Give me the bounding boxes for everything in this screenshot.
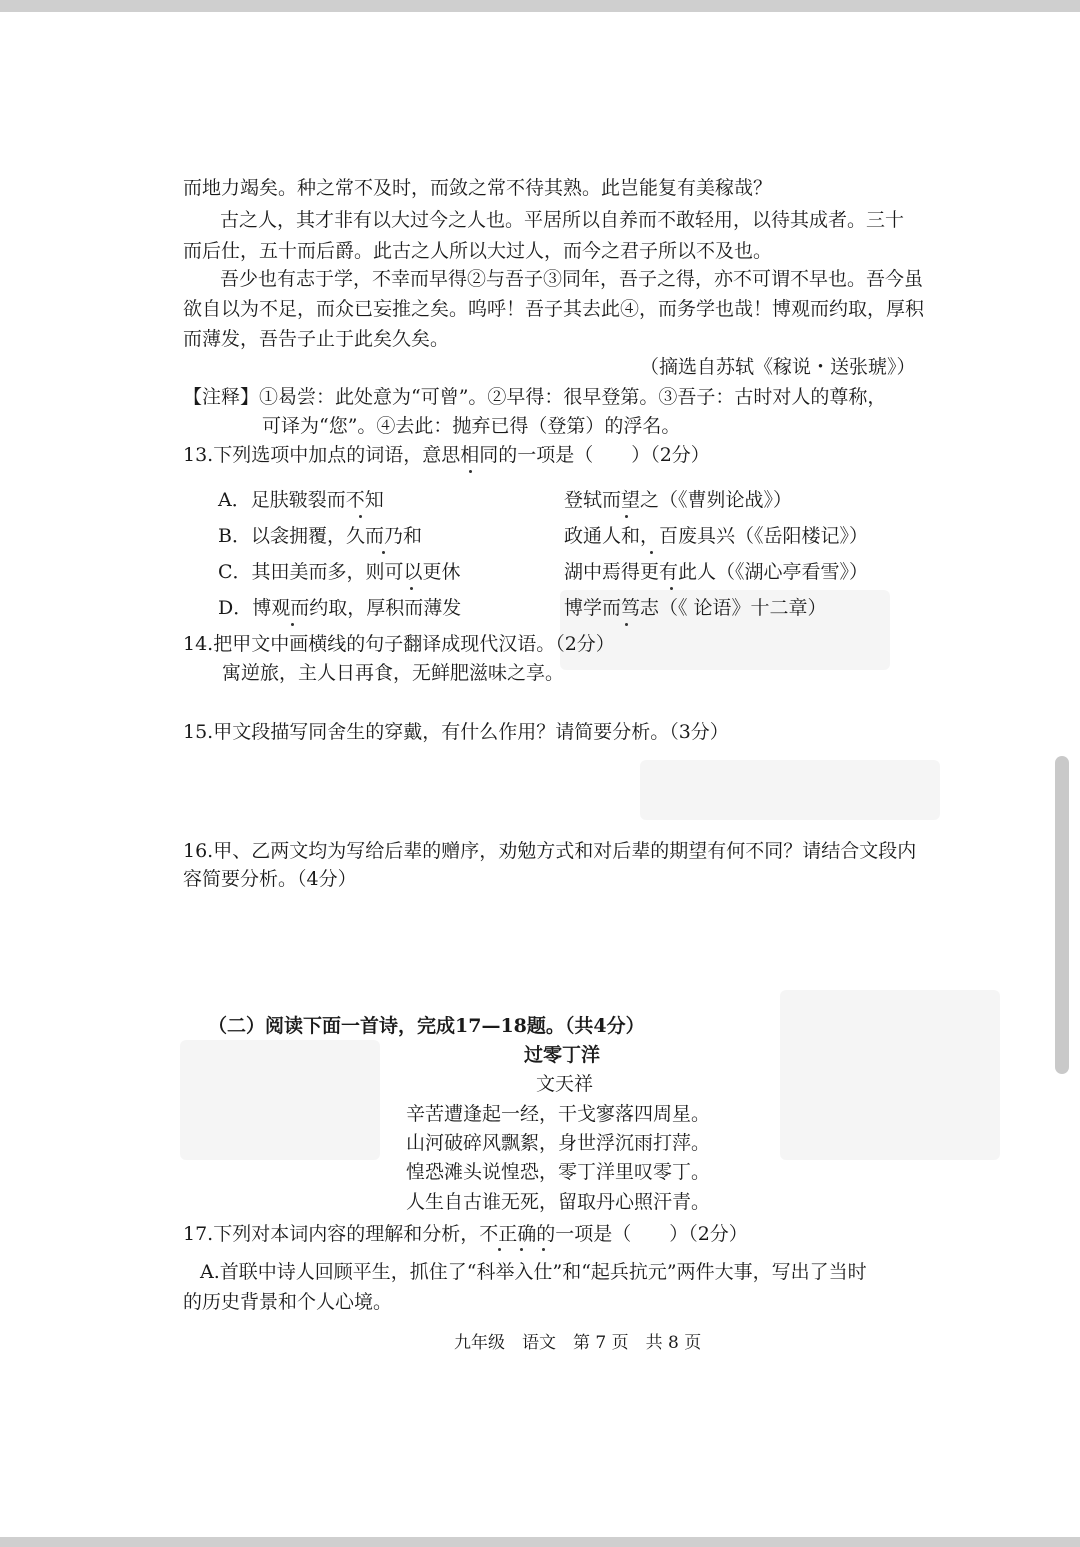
poem-line: 辛苦遭逢起一经，干戈寥落四周星。 (406, 1103, 711, 1125)
emphasis-dot (359, 515, 362, 518)
passage-line: 吾少也有志于学，不幸而早得②与吾子③同年，吾子之得，亦不可谓不早也。吾今虽 (220, 268, 924, 290)
poem-line: 人生自古谁无死，留取丹心照汗青。 (406, 1191, 711, 1213)
passage-source: （摘选自苏轼《稼说・送张琥》） (640, 356, 916, 378)
emphasis-dot (520, 1248, 523, 1251)
question-15-stem: 15.甲文段描写同舍生的穿戴，有什么作用？请简要分析。（3分） (183, 721, 729, 743)
emphasis-dot (542, 1248, 545, 1251)
q17-option-a: A.首联中诗人回顾平生，抓住了“科举入仕”和“起兵抗元”两件大事，写出了当时 (200, 1261, 867, 1283)
poem-title: 过零丁洋 (524, 1044, 601, 1066)
poem-line: 惶恐滩头说惶恐，零丁洋里叹零丁。 (406, 1161, 711, 1183)
passage-line: 而薄发，吾告子止于此矣久矣。 (183, 328, 450, 350)
q13-option-c-right: 湖中焉得更有此人（《湖心亭看雪》） (564, 561, 869, 583)
q17-option-a-cont: 的历史背景和个人心境。 (183, 1291, 393, 1313)
section-2-heading: （二）阅读下面一首诗，完成17—18题。（共4分） (208, 1015, 645, 1037)
emphasis-dot (469, 470, 472, 473)
emphasis-dot (410, 587, 413, 590)
emphasis-dot (670, 587, 673, 590)
poem-line: 山河破碎风飘絮，身世浮沉雨打萍。 (406, 1132, 711, 1154)
question-13-stem: 13.下列选项中加点的词语，意思相同的一项是（ ）（2分） (183, 444, 710, 466)
passage-line: 而地力竭矣。种之常不及时，而敛之常不待其熟。此岂能复有美稼哉？ (183, 177, 773, 199)
q14-sentence: 寓逆旅，主人日再食，无鲜肥滋味之享。 (222, 662, 565, 684)
emphasis-dot (625, 515, 628, 518)
question-16-stem: 16.甲、乙两文均为写给后辈的赠序，劝勉方式和对后辈的期望有何不同？请结合文段内 (183, 840, 917, 862)
question-14-stem: 14.把甲文中画横线的句子翻译成现代汉语。（2分） (183, 633, 615, 655)
emphasis-dot (625, 623, 628, 626)
bleed-through-mark (780, 990, 1000, 1160)
bleed-through-mark (640, 760, 940, 820)
bleed-through-mark (180, 1040, 380, 1160)
q13-option-a-left: A．足肤皲裂而不知 (218, 489, 384, 511)
q13-option-a-right: 登轼而望之（《曹刿论战》） (564, 489, 793, 511)
emphasis-dot (498, 1248, 501, 1251)
passage-line: 而后仕，五十而后爵。此古之人所以大过人，而今之君子所以不及也。 (183, 240, 773, 262)
q13-option-d-left: D．博观而约取，厚积而薄发 (218, 597, 462, 619)
question-17-stem: 17.下列对本词内容的理解和分析，不正确的一项是（ ）（2分） (183, 1223, 748, 1245)
q13-option-d-right: 博学而笃志（《 论语》十二章） (564, 597, 827, 619)
q13-option-c-left: C．其田美而多，则可以更休 (218, 561, 461, 583)
page-footer: 九年级 语文 第 7 页 共 8 页 (454, 1333, 702, 1353)
q13-option-b-left: B．以衾拥覆，久而乃和 (218, 525, 422, 547)
poem-author: 文天祥 (536, 1073, 594, 1095)
passage-line: 古之人，其才非有以大过今之人也。平居所以自养而不敢轻用，以待其成者。三十 (220, 209, 905, 231)
q13-option-b-right: 政通人和，百废具兴（《岳阳楼记》） (564, 525, 869, 547)
scrollbar-thumb[interactable] (1055, 756, 1069, 1074)
notes-line: 可译为“您”。④去此：抛弃已得（登第）的浮名。 (262, 415, 681, 437)
bottom-toolbar-strip (0, 1537, 1080, 1547)
notes-line: 【注释】①曷尝：此处意为“可曾”。②早得：很早登第。③吾子：古时对人的尊称， (183, 386, 887, 408)
emphasis-dot (291, 623, 294, 626)
emphasis-dot (650, 551, 653, 554)
passage-line: 欲自以为不足，而众已妄推之矣。呜呼！吾子其去此④，而务学也哉！博观而约取，厚积 (183, 298, 925, 320)
emphasis-dot (382, 551, 385, 554)
question-16-stem-cont: 容简要分析。（4分） (183, 868, 357, 890)
